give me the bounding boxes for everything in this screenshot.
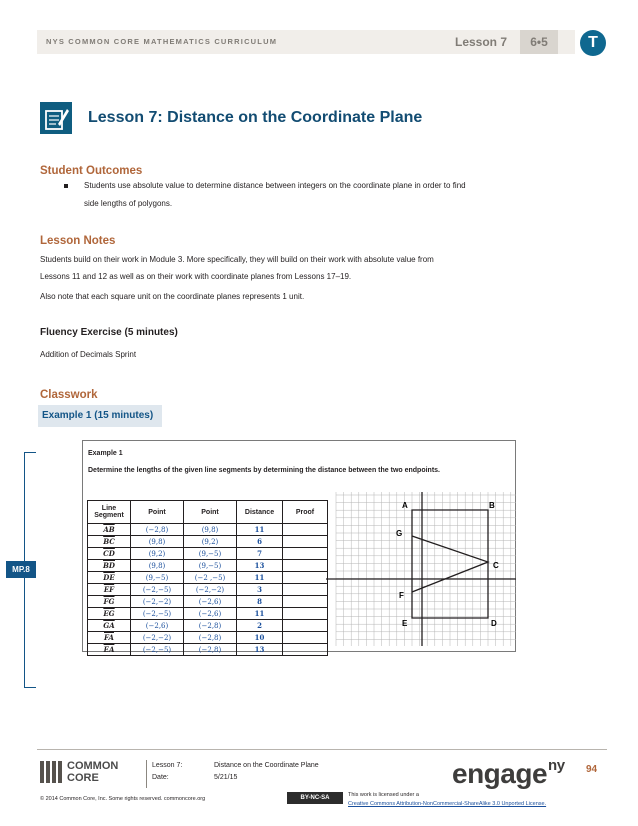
fluency-text: Addition of Decimals Sprint: [40, 350, 137, 359]
table-header: Point: [184, 501, 237, 524]
distance-cell: 13: [237, 560, 283, 572]
engage-ny-logo: engage$^{ny}$: [452, 757, 565, 789]
module-label: 6•5: [520, 30, 558, 54]
segment-cell: $\overline{BD}$: [88, 560, 131, 572]
point-g-label: G: [396, 529, 403, 538]
lesson-notes-line1: Students build on their work in Module 3. More specifically, they will build on their work with absolute value from: [40, 255, 434, 264]
bullet-icon: [64, 184, 68, 188]
student-outcomes-heading: Student Outcomes: [40, 165, 143, 177]
table-row: [88, 644, 328, 656]
point2-cell: (−2,8): [184, 632, 237, 644]
example-1-label: Example 1 (15 minutes): [38, 405, 162, 427]
distance-cell: 2: [237, 620, 283, 632]
point2-cell: (9,8): [184, 524, 237, 536]
point2-cell: (−2,6): [184, 608, 237, 620]
distance-cell: 3: [237, 584, 283, 596]
proof-cell: [283, 632, 328, 644]
point2-cell: (−2,8): [184, 644, 237, 656]
table-row: [88, 572, 328, 584]
example-prompt: Determine the lengths of the given line segments by determining the distance between the two endpoints.: [88, 467, 440, 474]
table-header: Line Segment: [88, 501, 131, 524]
logo-line1: COMMON: [67, 760, 119, 772]
cc-license-badge: BY-NC-SA: [287, 792, 343, 804]
segment-cell: $\overline{FG}$: [88, 596, 131, 608]
point2-cell: (−2 ,−5): [184, 572, 237, 584]
proof-cell: [283, 620, 328, 632]
point1-cell: (−2,6): [131, 620, 184, 632]
segment-cell: $\overline{GA}$: [88, 620, 131, 632]
table-row: [88, 596, 328, 608]
point1-cell: (9,−5): [131, 572, 184, 584]
coordinate-plane: [326, 492, 516, 646]
distance-cell: 11: [237, 572, 283, 584]
proof-cell: [283, 536, 328, 548]
segment-cell: $\overline{FA}$: [88, 632, 131, 644]
point2-cell: (−2,−2): [184, 584, 237, 596]
point2-cell: (−2,8): [184, 620, 237, 632]
point2-cell: (9,2): [184, 536, 237, 548]
point2-cell: (9,−5): [184, 560, 237, 572]
table-header: Point: [131, 501, 184, 524]
point1-cell: (−2,−2): [131, 596, 184, 608]
point-b-label: B: [489, 501, 495, 510]
point1-cell: (−2,8): [131, 524, 184, 536]
table-row: [88, 632, 328, 644]
segment-cell: $\overline{AB}$: [88, 524, 131, 536]
footer-divider: [146, 760, 147, 788]
segment-cell: $\overline{EA}$: [88, 644, 131, 656]
point-f-label: F: [399, 591, 404, 600]
point-d-label: D: [491, 619, 497, 628]
table-header: Proof: [283, 501, 328, 524]
logo-line2: CORE: [67, 772, 99, 784]
point1-cell: (9,8): [131, 536, 184, 548]
proof-cell: [283, 596, 328, 608]
point1-cell: (−2,−5): [131, 608, 184, 620]
segment-cell: $\overline{CD}$: [88, 548, 131, 560]
table-header: Distance: [237, 501, 283, 524]
license-text: This work is licensed under a: [348, 792, 419, 798]
lesson-notes-heading: Lesson Notes: [40, 235, 116, 247]
footer-rule: [37, 749, 607, 750]
table-row: [88, 560, 328, 572]
proof-cell: [283, 644, 328, 656]
point1-cell: (−2,−5): [131, 644, 184, 656]
page-title: Lesson 7: Distance on the Coordinate Plane: [88, 109, 423, 126]
teacher-badge: T: [580, 30, 606, 56]
footer-lesson-value: Distance on the Coordinate Plane: [214, 762, 319, 769]
distance-cell: 7: [237, 548, 283, 560]
table-row: [88, 608, 328, 620]
copyright-text: © 2014 Common Core, Inc. Some rights reserved. commoncore.org: [40, 796, 206, 802]
point1-cell: (−2,−5): [131, 584, 184, 596]
footer-date-value: 5/21/15: [214, 774, 238, 781]
footer-lesson-label: Lesson 7:: [152, 762, 183, 769]
lesson-notes-line3: Also note that each square unit on the coordinate planes represents 1 unit.: [40, 292, 305, 301]
footer-date-label: Date:: [152, 774, 169, 781]
license-link[interactable]: Creative Commons Attribution-NonCommercial-ShareAlike 3.0 Unported License.: [348, 801, 547, 807]
classwork-heading: Classwork: [40, 389, 98, 401]
fluency-heading: Fluency Exercise (5 minutes): [40, 327, 178, 338]
outcome-text-line2: side lengths of polygons.: [84, 199, 173, 208]
curriculum-label: NYS COMMON CORE MATHEMATICS CURRICULUM: [46, 37, 278, 46]
distance-cell: 13: [237, 644, 283, 656]
segment-cell: $\overline{DE}$: [88, 572, 131, 584]
point2-cell: (−2,6): [184, 596, 237, 608]
proof-cell: [283, 608, 328, 620]
table-row: [88, 620, 328, 632]
distance-cell: 10: [237, 632, 283, 644]
proof-cell: [283, 584, 328, 596]
point1-cell: (9,8): [131, 560, 184, 572]
point-e-label: E: [402, 619, 408, 628]
distance-table: [87, 500, 328, 656]
example-title: Example 1: [88, 450, 123, 457]
lesson-notes-line2: Lessons 11 and 12 as well as on their work with coordinate planes from Lessons 17–19.: [40, 272, 352, 281]
mp-badge: MP.8: [6, 561, 36, 578]
point1-cell: (−2,−2): [131, 632, 184, 644]
table-row: [88, 584, 328, 596]
point-a-label: A: [402, 501, 408, 510]
table-row: [88, 536, 328, 548]
point2-cell: (9,−5): [184, 548, 237, 560]
distance-cell: 8: [237, 596, 283, 608]
point1-cell: (9,2): [131, 548, 184, 560]
distance-cell: 11: [237, 524, 283, 536]
proof-cell: [283, 524, 328, 536]
proof-cell: [283, 548, 328, 560]
lesson-notepad-icon: [40, 102, 72, 134]
outcome-text-line1: Students use absolute value to determine distance between integers on the coordinate plane in order to find: [84, 181, 466, 190]
proof-cell: [283, 572, 328, 584]
lesson-label: Lesson 7: [455, 35, 508, 49]
proof-cell: [283, 560, 328, 572]
table-row: [88, 524, 328, 536]
point-c-label: C: [493, 561, 499, 570]
page-number: 94: [586, 764, 598, 775]
common-core-logo-icon: [40, 761, 64, 783]
distance-cell: 6: [237, 536, 283, 548]
distance-cell: 11: [237, 608, 283, 620]
segment-cell: $\overline{EF}$: [88, 584, 131, 596]
segment-cell: $\overline{BC}$: [88, 536, 131, 548]
table-row: [88, 548, 328, 560]
segment-cell: $\overline{EG}$: [88, 608, 131, 620]
